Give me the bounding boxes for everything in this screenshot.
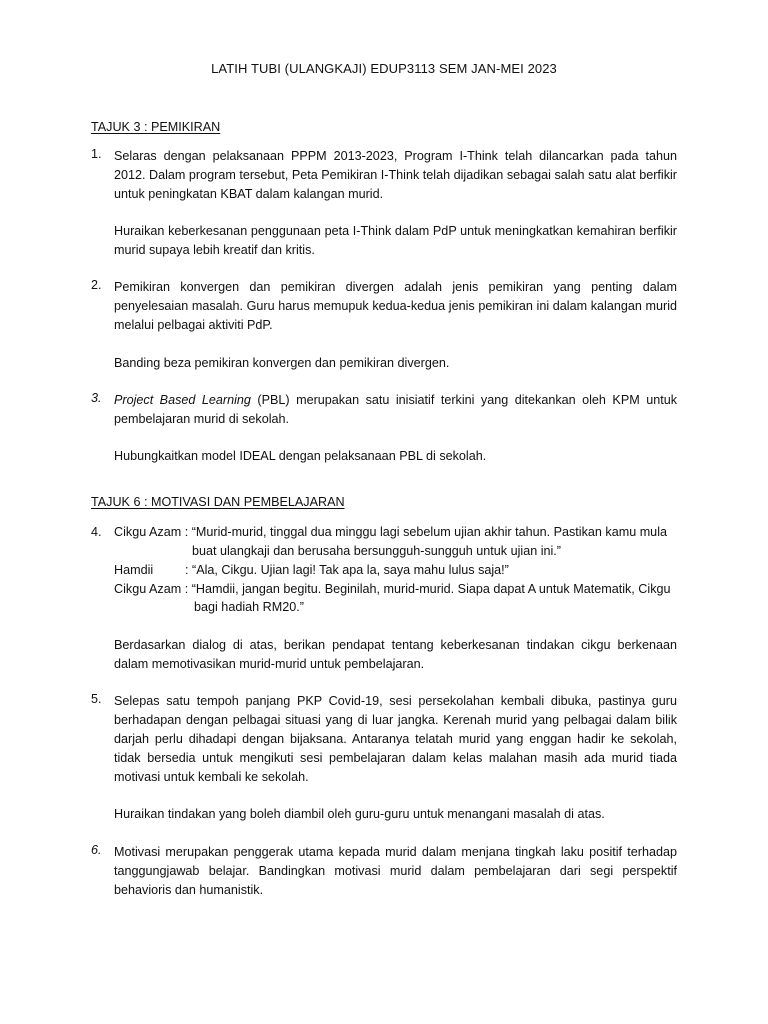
question-number-2: 2. — [91, 278, 102, 292]
document-title: LATIH TUBI (ULANGKAJI) EDUP3113 SEM JAN-MEI 2023 — [211, 61, 557, 76]
question-2-text: Pemikiran konvergen dan pemikiran divergen adalah jenis pemikiran yang penting dalam penyelesaian masalah. Guru harus memupuk kedua-kedua jenis pemikiran ini dalam kalangan murid melalui pelbagai aktiviti PdP. — [114, 280, 677, 332]
question-5-task: Huraikan tindakan yang boleh diambil oleh guru-guru untuk menangani masalah di atas. — [114, 807, 605, 821]
question-1-text: Selaras dengan pelaksanaan PPPM 2013-2023, Program I-Think telah dilancarkan pada tahun 2012. Dalam program tersebut, Peta Pemikiran I-Think telah dijadikan sebagai salah satu alat berfikir untuk peningkatan KBAT dalam kalangan murid. — [114, 149, 677, 201]
question-3-text-rest: (PBL) merupakan satu inisiatif terkini yang ditekankan oleh KPM untuk pembelajaran murid di sekolah. — [114, 393, 678, 426]
section-heading-tajuk-6: TAJUK 6 : MOTIVASI DAN PEMBELAJARAN — [91, 495, 345, 509]
dialog-line-1: Cikgu Azam : “Murid-murid, tinggal dua minggu lagi sebelum ujian akhir tahun. Pastikan kamu mula — [114, 525, 667, 539]
question-3-italic-term: Project Based Learning — [114, 393, 251, 407]
question-number-3: 3. — [91, 391, 102, 405]
question-number-1: 1. — [91, 147, 102, 161]
dialog-line-5: bagi hadiah RM20.” — [194, 600, 304, 614]
question-3-text — [114, 391, 677, 429]
section-heading-tajuk-3: TAJUK 3 : PEMIKIRAN — [91, 120, 221, 134]
question-6-text: Motivasi merupakan penggerak utama kepada murid dalam menjana tingkah laku positif terhadap tanggungjawab belajar. Bandingkan motivasi murid dalam pembelajaran dari segi perspektif behavioris dan humanistik. — [114, 845, 677, 897]
question-2-task: Banding beza pemikiran konvergen dan pemikiran divergen. — [114, 356, 450, 370]
dialog-line-3: : “Ala, Cikgu. Ujian lagi! Tak apa la, saya mahu lulus saja!” — [185, 563, 509, 577]
question-3-task: Hubungkaitkan model IDEAL dengan pelaksanaan PBL di sekolah. — [114, 449, 487, 463]
dialog-line-4: Cikgu Azam : “Hamdii, jangan begitu. Beginilah, murid-murid. Siapa dapat A untuk Matematik, Cikgu — [114, 582, 671, 596]
dialog-speaker-hamdii: Hamdii — [114, 563, 154, 577]
dialog-line-2: buat ulangkaji dan berusaha bersungguh-sungguh untuk ujian ini.” — [192, 544, 561, 558]
question-1-task: Huraikan keberkesanan penggunaan peta I-Think dalam PdP untuk meningkatkan kemahiran berfikir murid supaya lebih kreatif dan kritis. — [114, 224, 677, 257]
question-number-4: 4. — [91, 525, 102, 539]
question-number-6: 6. — [91, 843, 102, 857]
question-4-task: Berdasarkan dialog di atas, berikan pendapat tentang keberkesanan tindakan cikgu berkenaan dalam memotivasikan murid-murid untuk pembelajaran. — [114, 638, 677, 671]
question-5-text: Selepas satu tempoh panjang PKP Covid-19, sesi persekolahan kembali dibuka, pastinya guru berhadapan dengan pelbagai situasi yang di luar jangka. Kerenah murid yang pelbagai dalam bilik darjah perlu dihadapi dengan bijaksana. Antaranya telatah murid yang enggan hadir ke sekolah, tidak bersedia untuk mengikuti sesi pembelajaran dalam kelas malahan masih ada murid tiada motivasi untuk kembali ke sekolah. — [114, 694, 677, 784]
question-number-5: 5. — [91, 692, 102, 706]
